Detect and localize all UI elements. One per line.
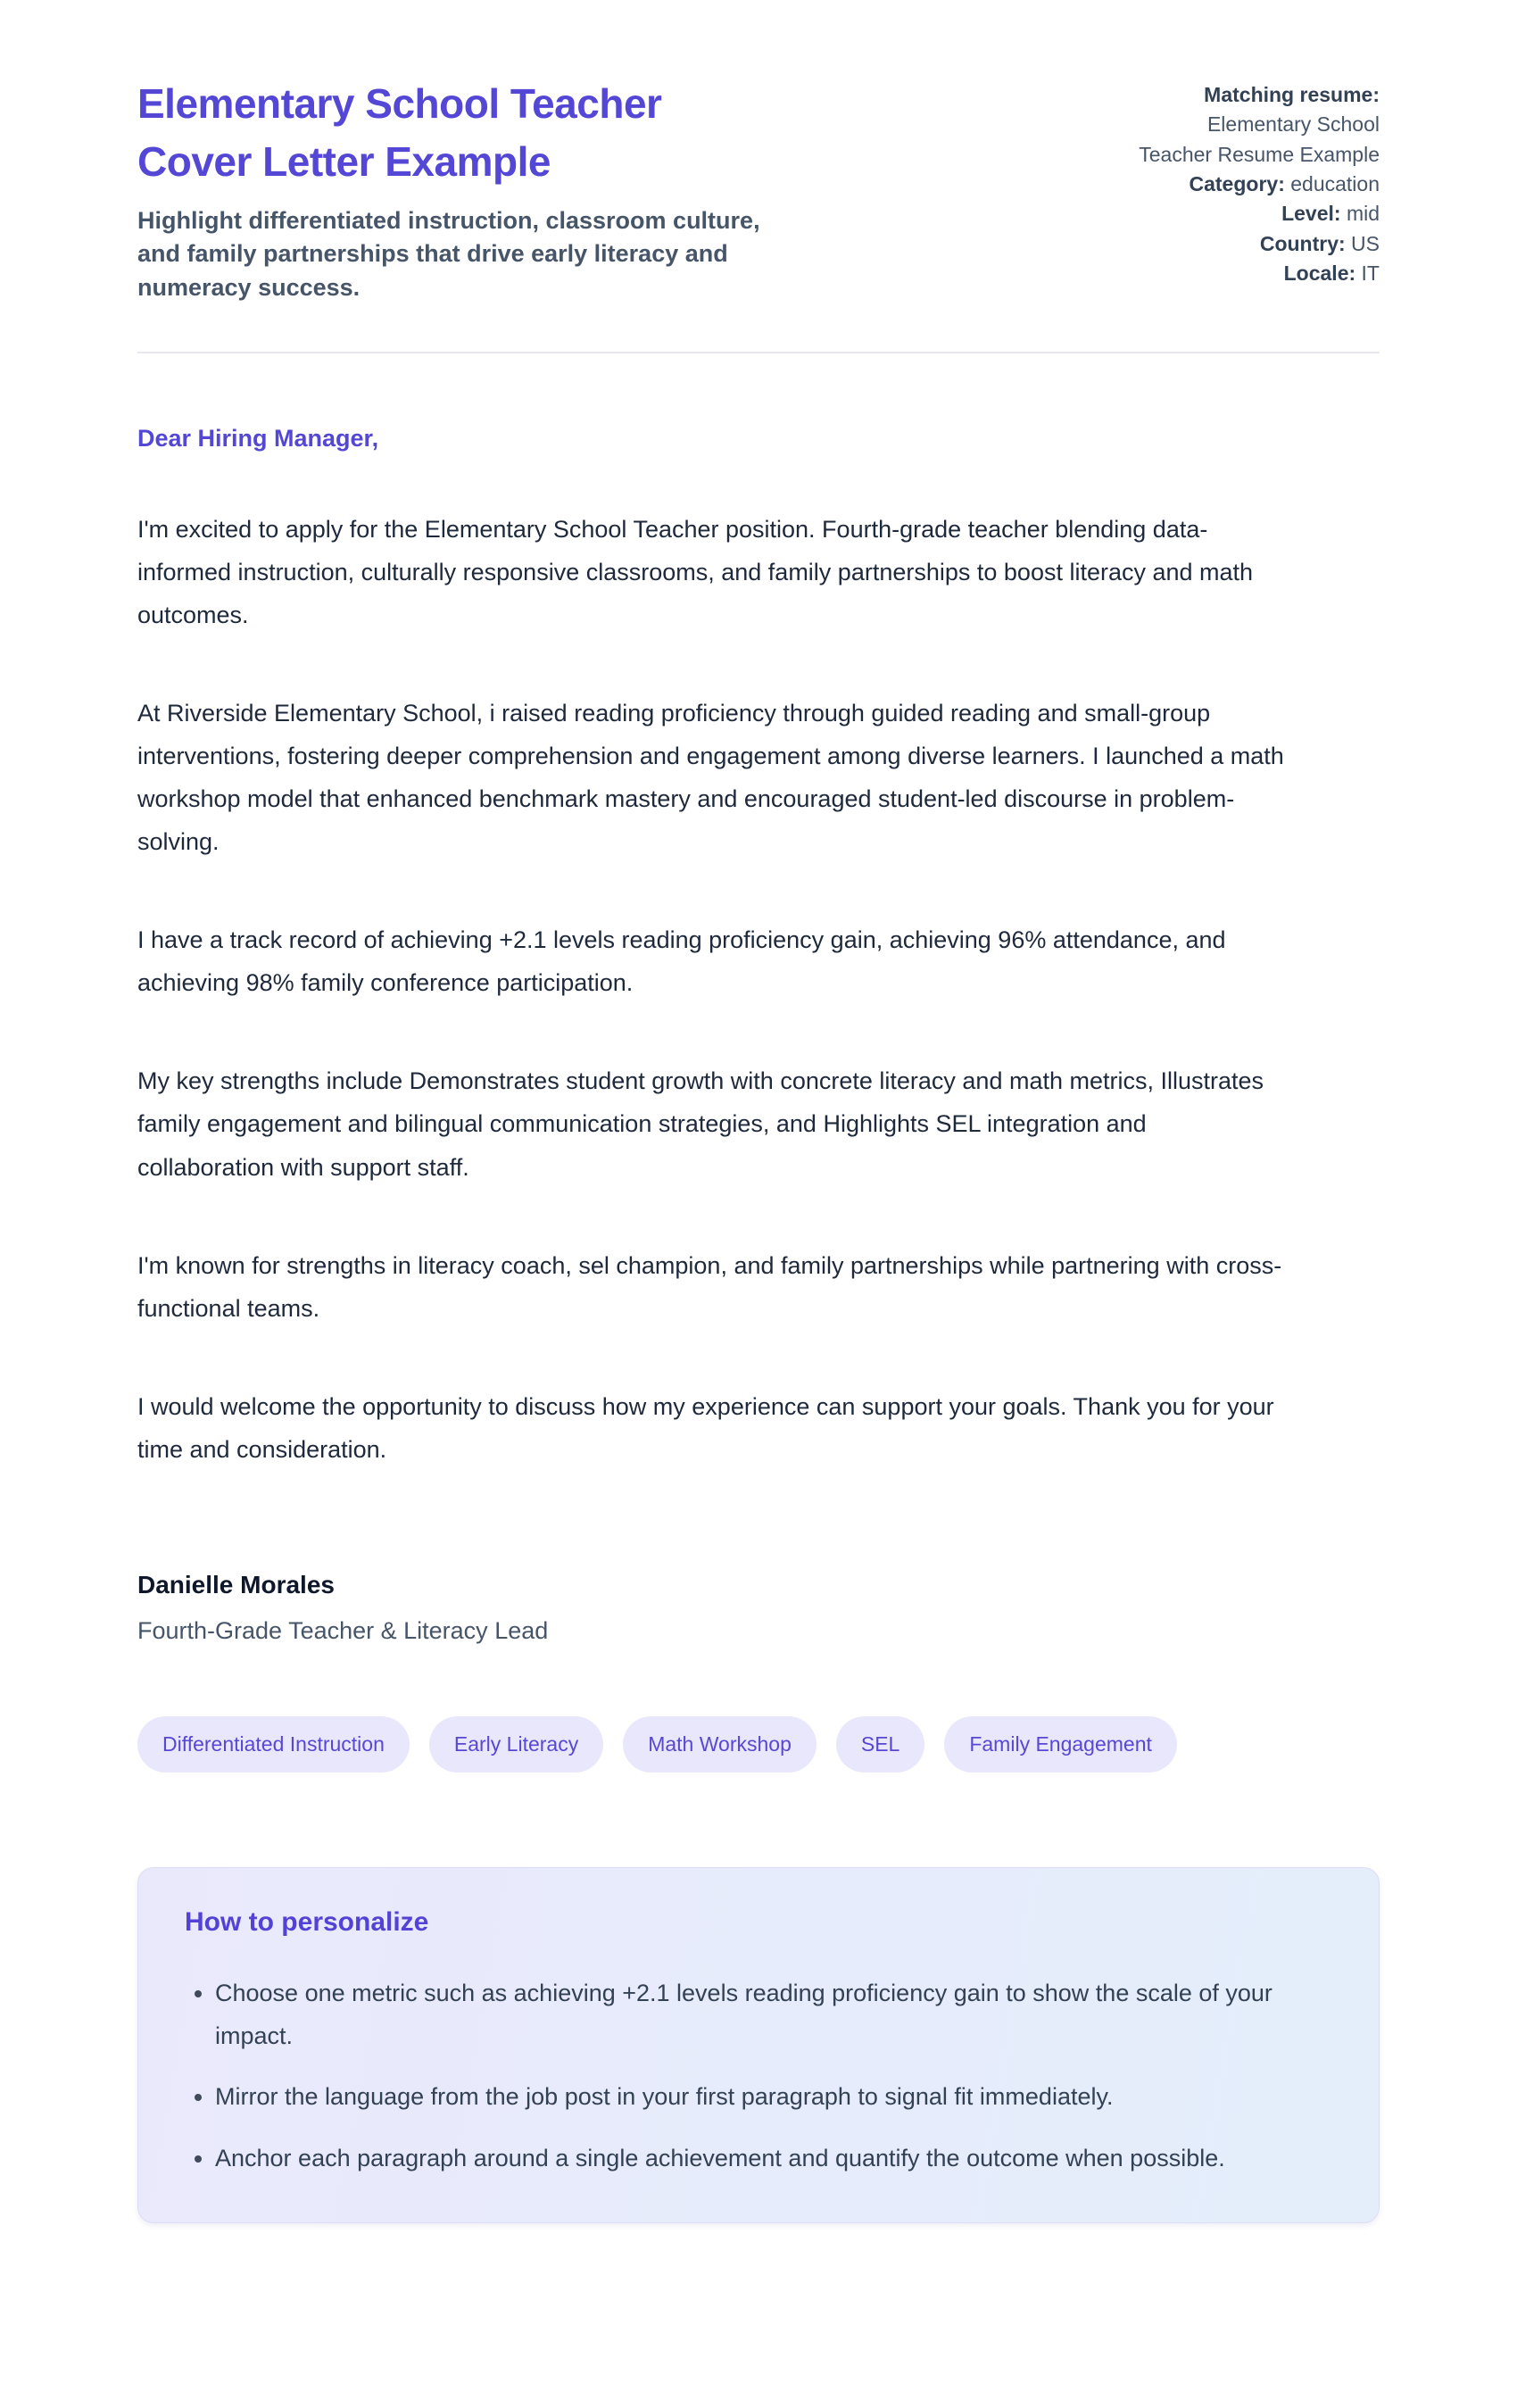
personalize-bullet: • Choose one metric such as achieving +2.1 levels reading proficiency gain to show the scale of your impact.: [215, 1972, 1313, 2057]
personalize-bullet-list: [185, 1972, 1332, 2179]
letter-paragraph: At Riverside Elementary School, i raised reading proficiency through guided reading and small-group interventions, fostering deeper comprehension and engagement among diverse learners. I launched a math workshop model that enhanced benchmark mastery and encouraged student-led discourse in problem-solving.: [137, 700, 1284, 856]
personalize-box: [137, 1867, 1380, 2222]
content-container: [137, 0, 1380, 2223]
meta-matching-resume: [1130, 80, 1380, 170]
meta-level-value: mid: [1346, 202, 1380, 226]
tag-pill: Early Literacy: [429, 1716, 603, 1773]
meta-locale-label: Locale:: [1283, 262, 1356, 286]
letter-paragraph: I would welcome the opportunity to discuss how my experience can support your goals. Thank you for your time and consideration.: [137, 1392, 1274, 1463]
meta-level-label: Level:: [1281, 202, 1341, 226]
personalize-title: How to personalize: [185, 1907, 429, 1938]
meta-matching-resume-label: Matching resume:: [1204, 83, 1380, 106]
letter-paragraphs: [137, 508, 1380, 1471]
letter-paragraph: I'm excited to apply for the Elementary School Teacher position. Fourth-grade teacher blending data-informed instruction, culturally responsive classrooms, and family partnerships to boost literacy and math outcomes.: [137, 516, 1254, 629]
personalize-bullet: • Mirror the language from the job post in your first paragraph to signal fit immediately.: [215, 2075, 1313, 2118]
salutation: Dear Hiring Manager,: [137, 425, 379, 453]
meta-country-label: Country:: [1259, 231, 1346, 255]
meta-level: [1130, 199, 1380, 228]
tag-pill: SEL: [836, 1716, 924, 1773]
header: [137, 0, 1380, 305]
meta-country-value: US: [1351, 231, 1380, 255]
letter-paragraph: My key strengths include Demonstrates student growth with concrete literacy and math metrics, Illustrates family engagement and bilingual communication strategies, and Highlights SEL integration and collaboration with support staff.: [137, 1067, 1264, 1181]
meta-locale-value: IT: [1361, 262, 1380, 286]
header-divider: [137, 352, 1380, 353]
tag-pill: Math Workshop: [623, 1716, 817, 1773]
letter-paragraph: I'm known for strengths in literacy coach, sel champion, and family partnerships while partnering with cross-functional teams.: [137, 1251, 1282, 1322]
tag-pill: Differentiated Instruction: [137, 1716, 410, 1773]
tag-list: [137, 1716, 1380, 1773]
meta-country: [1130, 229, 1380, 259]
header-text-block: [137, 75, 780, 305]
signature-role: Fourth-Grade Teacher & Literacy Lead: [137, 1616, 549, 1644]
meta-locale: [1130, 259, 1380, 288]
meta-category-label: Category:: [1189, 172, 1285, 196]
tag-pill: Family Engagement: [944, 1716, 1177, 1773]
personalize-bullet: • Anchor each paragraph around a single achievement and quantify the outcome when possible.: [215, 2137, 1313, 2180]
letter-body: [137, 425, 1380, 1645]
meta-category-value: education: [1290, 172, 1380, 196]
signature-name: Danielle Morales: [137, 1570, 335, 1598]
page-title: Elementary School Teacher Cover Letter Example: [137, 80, 662, 186]
page-subtitle: Highlight differentiated instruction, classroom culture, and family partnerships that drive early literacy and numeracy success.: [137, 206, 760, 302]
letter-paragraph: I have a track record of achieving +2.1 levels reading proficiency gain, achieving 96% attendance, and achieving 98% family conference participation.: [137, 926, 1226, 997]
meta-panel: [1130, 75, 1380, 288]
meta-matching-resume-value: Elementary School Teacher Resume Example: [1139, 112, 1380, 166]
meta-category: [1130, 170, 1380, 199]
